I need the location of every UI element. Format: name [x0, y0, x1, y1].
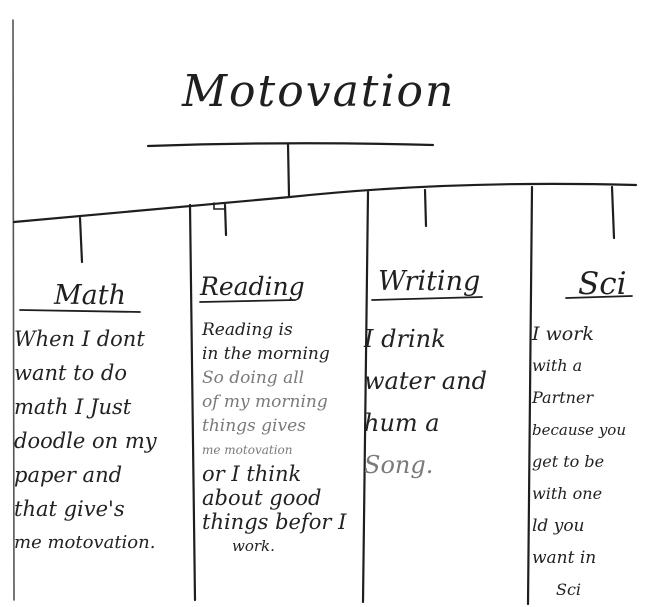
math-line: paper and	[14, 463, 123, 487]
math-line: math I Just	[14, 395, 132, 419]
science-column-text	[532, 318, 626, 606]
science-line: get to be	[532, 452, 605, 471]
drop-writing	[425, 190, 426, 226]
math-column-text	[14, 322, 157, 560]
divider-1	[190, 205, 195, 600]
writing-underline	[372, 297, 482, 300]
math-line: that give's	[14, 497, 125, 521]
math-line: want to do	[14, 361, 127, 385]
science-line: with a	[532, 356, 583, 375]
reading-line: Reading is	[202, 320, 293, 340]
math-line: doodle on my	[14, 429, 157, 453]
title-underline	[148, 143, 433, 146]
science-line: with one	[532, 484, 603, 503]
writing-line: Song.	[364, 451, 434, 479]
category-science-label: Sci	[578, 266, 627, 302]
reading-column-text	[202, 318, 346, 558]
math-line: me motovation.	[14, 532, 156, 553]
category-writing-label: Writing	[378, 266, 481, 297]
title-stem	[288, 144, 289, 196]
science-line: want in	[532, 548, 597, 568]
category-reading-label: Reading	[200, 272, 305, 301]
reading-line: things gives	[202, 416, 306, 436]
branch-curve	[14, 184, 636, 222]
reading-line: me motovation	[202, 443, 293, 457]
writing-line: I drink	[364, 325, 446, 353]
reading-line: things befor I	[202, 510, 347, 534]
science-line: Partner	[532, 388, 594, 407]
reading-line: So doing all	[202, 368, 305, 388]
reading-line: or I think	[202, 462, 302, 486]
drop-science	[612, 187, 614, 238]
writing-line: hum a	[364, 409, 440, 437]
reading-line: work.	[232, 537, 275, 555]
diagram-title: Motovation	[182, 66, 456, 117]
reading-line: in the morning	[202, 344, 330, 364]
math-line: When I dont	[14, 327, 145, 351]
science-line: because you	[532, 421, 626, 439]
writing-line: water and	[364, 367, 487, 395]
reading-line: of my morning	[202, 392, 328, 412]
reading-line: about good	[202, 486, 322, 510]
science-line: I work	[532, 323, 594, 345]
science-line: ld you	[532, 516, 585, 536]
writing-column-text	[364, 318, 487, 486]
drop-reading	[225, 205, 226, 235]
science-line: Sci	[556, 580, 582, 599]
drop-math	[80, 218, 82, 262]
category-math-label: Math	[54, 280, 126, 311]
